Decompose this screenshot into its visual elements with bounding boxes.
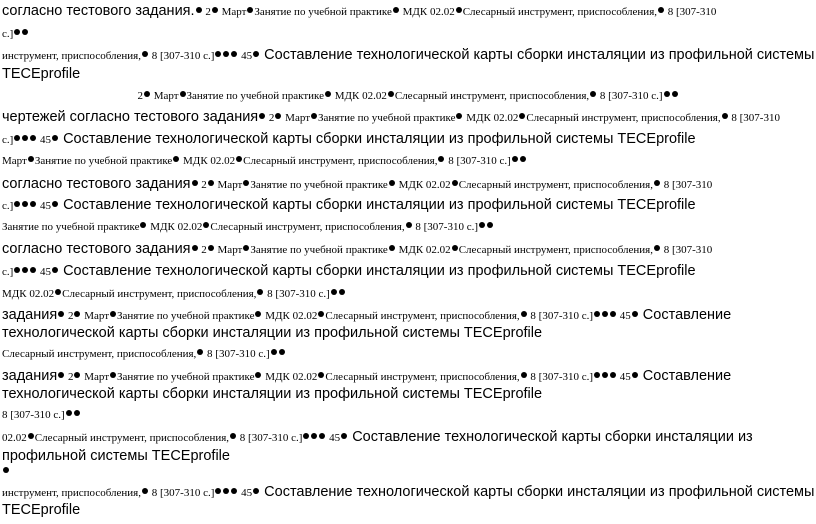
bullet-dot-icon — [215, 51, 221, 57]
bullet-dot-icon — [632, 311, 638, 317]
text-line — [2, 110, 780, 125]
small-text: Слесарный инструмент, приспособления, — [210, 221, 405, 233]
bullet-dot-icon — [231, 488, 237, 494]
bullet-dot-icon — [311, 433, 317, 439]
small-text: 45 — [617, 371, 631, 383]
small-text: Слесарный инструмент, приспособления, — [2, 348, 197, 360]
small-text: Март — [218, 6, 247, 18]
small-text: Слесарный инструмент, приспособления, — [62, 288, 257, 300]
text-line — [2, 67, 80, 82]
bullet-dot-icon — [215, 488, 221, 494]
bullet-dot-icon — [602, 311, 608, 317]
small-text: инструмент, приспособления, — [2, 50, 141, 62]
bullet-dot-icon — [223, 51, 229, 57]
small-text: 8 [307-310 с.] — [527, 371, 594, 383]
small-text: Слесарный инструмент, приспособления, — [462, 6, 658, 18]
bullet-dot-icon — [110, 372, 116, 378]
bullet-dot-icon — [279, 349, 285, 355]
bullet-dot-icon — [14, 267, 20, 273]
bullet-dot-icon — [30, 135, 36, 141]
bullet-dot-icon — [74, 410, 80, 416]
bullet-dot-icon — [339, 289, 345, 295]
bullet-dot-icon — [259, 113, 265, 119]
large-text: Составление — [638, 368, 732, 384]
text-line — [2, 485, 814, 500]
bullet-dot-icon — [664, 91, 670, 97]
text-line — [2, 465, 10, 479]
bullet-dot-icon — [243, 180, 249, 186]
text-line — [2, 503, 80, 518]
bullet-dot-icon — [197, 349, 203, 355]
bullet-dot-icon — [247, 7, 253, 13]
text-line — [2, 4, 716, 19]
bullet-dot-icon — [28, 156, 34, 162]
small-text: 2 — [202, 6, 211, 18]
bullet-dot-icon — [223, 488, 229, 494]
small-text: Слесарный инструмент, приспособления, — [34, 432, 230, 444]
bullet-dot-icon — [331, 289, 337, 295]
bullet-dot-icon — [632, 372, 638, 378]
small-text: 8 [307-310 — [665, 6, 717, 18]
bullet-dot-icon — [594, 311, 600, 317]
bullet-dot-icon — [142, 488, 148, 494]
text-line — [2, 154, 527, 168]
large-text: технологической карты сборки инсталяции из профильной системы TECEprofile — [2, 386, 543, 402]
text-line — [2, 132, 696, 147]
large-text: задания — [2, 368, 58, 384]
bullet-dot-icon — [318, 311, 324, 317]
bullet-dot-icon — [654, 180, 660, 186]
small-text: 8 [307-310 с.] — [2, 409, 65, 421]
bullet-dot-icon — [452, 245, 458, 251]
text-line — [2, 408, 81, 422]
bullet-dot-icon — [142, 51, 148, 57]
small-text: Занятие по учебной практике — [186, 90, 324, 102]
small-text: 45 — [326, 432, 341, 444]
small-text: 8 [307-310 с.] — [264, 288, 330, 300]
large-text: Составление технологической карты сборки инсталяции из — [348, 429, 753, 445]
bullet-dot-icon — [255, 311, 261, 317]
bullet-dot-icon — [144, 91, 150, 97]
bullet-dot-icon — [52, 201, 58, 207]
large-text: Составление технологической карты сборки инсталяции из профильной системы — [260, 47, 815, 63]
text-line — [2, 198, 696, 213]
bullet-dot-icon — [52, 267, 58, 273]
small-text: Март — [214, 179, 243, 191]
bullet-dot-icon — [271, 349, 277, 355]
small-text: Занятие по учебной практике — [34, 155, 173, 167]
small-text: МДК 02.02 — [399, 6, 455, 18]
large-text: Составление технологической карты сборки инсталяции из профильной системы — [260, 484, 815, 500]
small-text: с.] — [2, 28, 14, 40]
text-line — [2, 369, 731, 384]
bullet-dot-icon — [452, 180, 458, 186]
large-text: согласно тестового задания. — [2, 3, 195, 19]
bullet-dot-icon — [192, 180, 198, 186]
large-text: чертежей согласно тестового задания — [2, 109, 259, 125]
small-text: МДК 02.02 — [147, 221, 203, 233]
small-text: Занятие по учебной практике — [2, 221, 140, 233]
small-text: Занятие по учебной практике — [117, 310, 255, 322]
small-text: 45 — [238, 50, 253, 62]
small-text: 45 — [617, 310, 631, 322]
large-text: Составление — [638, 307, 732, 323]
bullet-dot-icon — [58, 311, 64, 317]
small-text: 2 — [65, 371, 74, 383]
bullet-dot-icon — [208, 180, 214, 186]
small-text: Март — [150, 90, 179, 102]
bullet-dot-icon — [393, 7, 399, 13]
bullet-dot-icon — [14, 29, 20, 35]
small-text: с.] — [2, 200, 14, 212]
small-text: Март — [214, 244, 243, 256]
bullet-dot-icon — [55, 289, 61, 295]
bullet-dot-icon — [14, 201, 20, 207]
bullet-dot-icon — [236, 156, 242, 162]
small-text: 8 [307-310 с.] — [445, 155, 511, 167]
small-text: 8 [307-310 с.] — [149, 50, 215, 62]
bullet-dot-icon — [243, 245, 249, 251]
small-text: Слесарный инструмент, приспособления, — [325, 310, 520, 322]
small-text: 8 [307-310 с.] — [237, 432, 303, 444]
bullet-dot-icon — [672, 91, 678, 97]
small-text: МДК 02.02 — [262, 371, 318, 383]
bullet-dot-icon — [519, 113, 525, 119]
bullet-dot-icon — [22, 135, 28, 141]
bullet-dot-icon — [389, 180, 395, 186]
bullet-dot-icon — [388, 91, 394, 97]
small-text: 8 [307-310 — [660, 244, 713, 256]
bullet-dot-icon — [22, 267, 28, 273]
bullet-dot-icon — [610, 311, 616, 317]
bullet-dot-icon — [590, 91, 596, 97]
small-text: 8 [307-310 — [728, 112, 780, 124]
bullet-dot-icon — [230, 433, 236, 439]
small-text: Занятие по учебной практике — [117, 371, 255, 383]
bullet-dot-icon — [192, 245, 198, 251]
text-line — [2, 387, 542, 402]
bullet-dot-icon — [319, 433, 325, 439]
small-text: Март — [282, 112, 310, 124]
text-line — [2, 27, 29, 41]
small-text: Март — [2, 155, 27, 167]
small-text: МДК 02.02 — [331, 90, 387, 102]
small-text: с.] — [2, 266, 14, 278]
large-text: технологической карты сборки инсталяции из профильной системы TECEprofile — [2, 325, 543, 341]
bullet-dot-icon — [253, 51, 259, 57]
bullet-dot-icon — [74, 311, 80, 317]
bullet-dot-icon — [341, 433, 347, 439]
small-text: Слесарный инструмент, приспособления, — [458, 179, 653, 191]
bullet-dot-icon — [610, 372, 616, 378]
small-text: 02.02 — [2, 432, 27, 444]
bullet-dot-icon — [196, 7, 202, 13]
bullet-dot-icon — [479, 222, 485, 228]
small-text: 8 [307-310 — [660, 179, 713, 191]
text-line — [2, 220, 494, 234]
text-line — [2, 242, 712, 257]
small-text: Слесарный инструмент, приспособления, — [394, 90, 590, 102]
bullet-dot-icon — [438, 156, 444, 162]
text-line — [2, 48, 814, 63]
bullet-dot-icon — [52, 135, 58, 141]
bullet-dot-icon — [28, 433, 34, 439]
small-text: Слесарный инструмент, приспособления, — [458, 244, 653, 256]
bullet-dot-icon — [208, 245, 214, 251]
small-text: Март — [81, 371, 110, 383]
bullet-dot-icon — [311, 113, 317, 119]
small-text: МДК 02.02 — [262, 310, 318, 322]
bullet-dot-icon — [231, 51, 237, 57]
bullet-dot-icon — [173, 156, 179, 162]
small-text: 45 — [37, 134, 52, 146]
large-text: Составление технологической карты сборки инсталяции из профильной системы TECEprofile — [59, 197, 696, 213]
large-text: профильной системы TECEprofile — [2, 448, 230, 464]
text-line — [2, 308, 731, 323]
small-text: 2 — [266, 112, 275, 124]
text-line — [2, 264, 696, 279]
small-text: 8 [307-310 с.] — [149, 487, 215, 499]
bullet-dot-icon — [521, 372, 527, 378]
small-text: 45 — [37, 266, 52, 278]
bullet-dot-icon — [456, 113, 462, 119]
small-text: 8 [307-310 с.] — [412, 221, 478, 233]
bullet-dot-icon — [275, 113, 281, 119]
small-text: Слесарный инструмент, приспособления, — [243, 155, 438, 167]
bullet-dot-icon — [303, 433, 309, 439]
small-text: с.] — [2, 134, 14, 146]
bullet-dot-icon — [658, 7, 664, 13]
bullet-dot-icon — [257, 289, 263, 295]
bullet-dot-icon — [14, 135, 20, 141]
bullet-dot-icon — [318, 372, 324, 378]
large-text: задания — [2, 307, 58, 323]
small-text: МДК 02.02 — [463, 112, 519, 124]
large-text: Составление технологической карты сборки инсталяции из профильной системы TECEprofile — [59, 263, 696, 279]
bullet-dot-icon — [456, 7, 462, 13]
small-text: МДК 02.02 — [395, 179, 451, 191]
bullet-dot-icon — [203, 222, 209, 228]
small-text: 2 — [198, 179, 207, 191]
small-text: 45 — [37, 200, 52, 212]
bullet-dot-icon — [22, 29, 28, 35]
text-line — [2, 430, 753, 445]
small-text: 2 — [65, 310, 74, 322]
bullet-dot-icon — [389, 245, 395, 251]
bullet-dot-icon — [487, 222, 493, 228]
small-text: Занятие по учебной практике — [250, 244, 388, 256]
large-text: согласно тестового задания — [2, 241, 191, 257]
bullet-dot-icon — [406, 222, 412, 228]
small-text: Слесарный инструмент, приспособления, — [325, 371, 520, 383]
small-text: МДК 02.02 — [2, 288, 55, 300]
small-text: 45 — [238, 487, 253, 499]
bullet-dot-icon — [602, 372, 608, 378]
bullet-dot-icon — [212, 7, 218, 13]
bullet-dot-icon — [255, 372, 261, 378]
small-text: Слесарный инструмент, приспособления, — [526, 112, 721, 124]
bullet-dot-icon — [66, 410, 72, 416]
bullet-dot-icon — [30, 201, 36, 207]
bullet-dot-icon — [521, 311, 527, 317]
bullet-dot-icon — [140, 222, 146, 228]
large-text: TECEprofile — [2, 502, 81, 518]
bullet-dot-icon — [180, 91, 186, 97]
small-text: 8 [307-310 с.] — [597, 90, 663, 102]
small-text: Март — [81, 310, 110, 322]
bullet-dot-icon — [58, 372, 64, 378]
bullet-dot-icon — [654, 245, 660, 251]
bullet-dot-icon — [520, 156, 526, 162]
small-text: 8 [307-310 с.] — [527, 310, 594, 322]
small-text: 2 — [198, 244, 207, 256]
text-line — [2, 347, 286, 361]
small-text: Занятие по учебной практике — [250, 179, 388, 191]
small-text: Занятие по учебной практике — [254, 6, 392, 18]
text-line — [2, 177, 712, 192]
bullet-dot-icon — [512, 156, 518, 162]
small-text: инструмент, приспособления, — [2, 487, 141, 499]
small-text: 8 [307-310 с.] — [204, 348, 270, 360]
bullet-dot-icon — [3, 467, 9, 473]
bullet-dot-icon — [253, 488, 259, 494]
small-text: МДК 02.02 — [395, 244, 451, 256]
text-line — [0, 89, 816, 103]
bullet-dot-icon — [325, 91, 331, 97]
large-text: Составление технологической карты сборки инсталяции из профильной системы TECEprofile — [59, 131, 696, 147]
text-line — [2, 326, 542, 341]
bullet-dot-icon — [30, 267, 36, 273]
bullet-dot-icon — [594, 372, 600, 378]
large-text: согласно тестового задания — [2, 176, 191, 192]
bullet-dot-icon — [110, 311, 116, 317]
bullet-dot-icon — [22, 201, 28, 207]
bullet-dot-icon — [722, 113, 728, 119]
small-text: 2 — [137, 90, 143, 102]
text-line — [2, 287, 346, 301]
bullet-dot-icon — [74, 372, 80, 378]
small-text: Занятие по учебной практике — [318, 112, 456, 124]
large-text: TECEprofile — [2, 66, 81, 82]
text-line — [2, 449, 230, 464]
small-text: МДК 02.02 — [180, 155, 236, 167]
